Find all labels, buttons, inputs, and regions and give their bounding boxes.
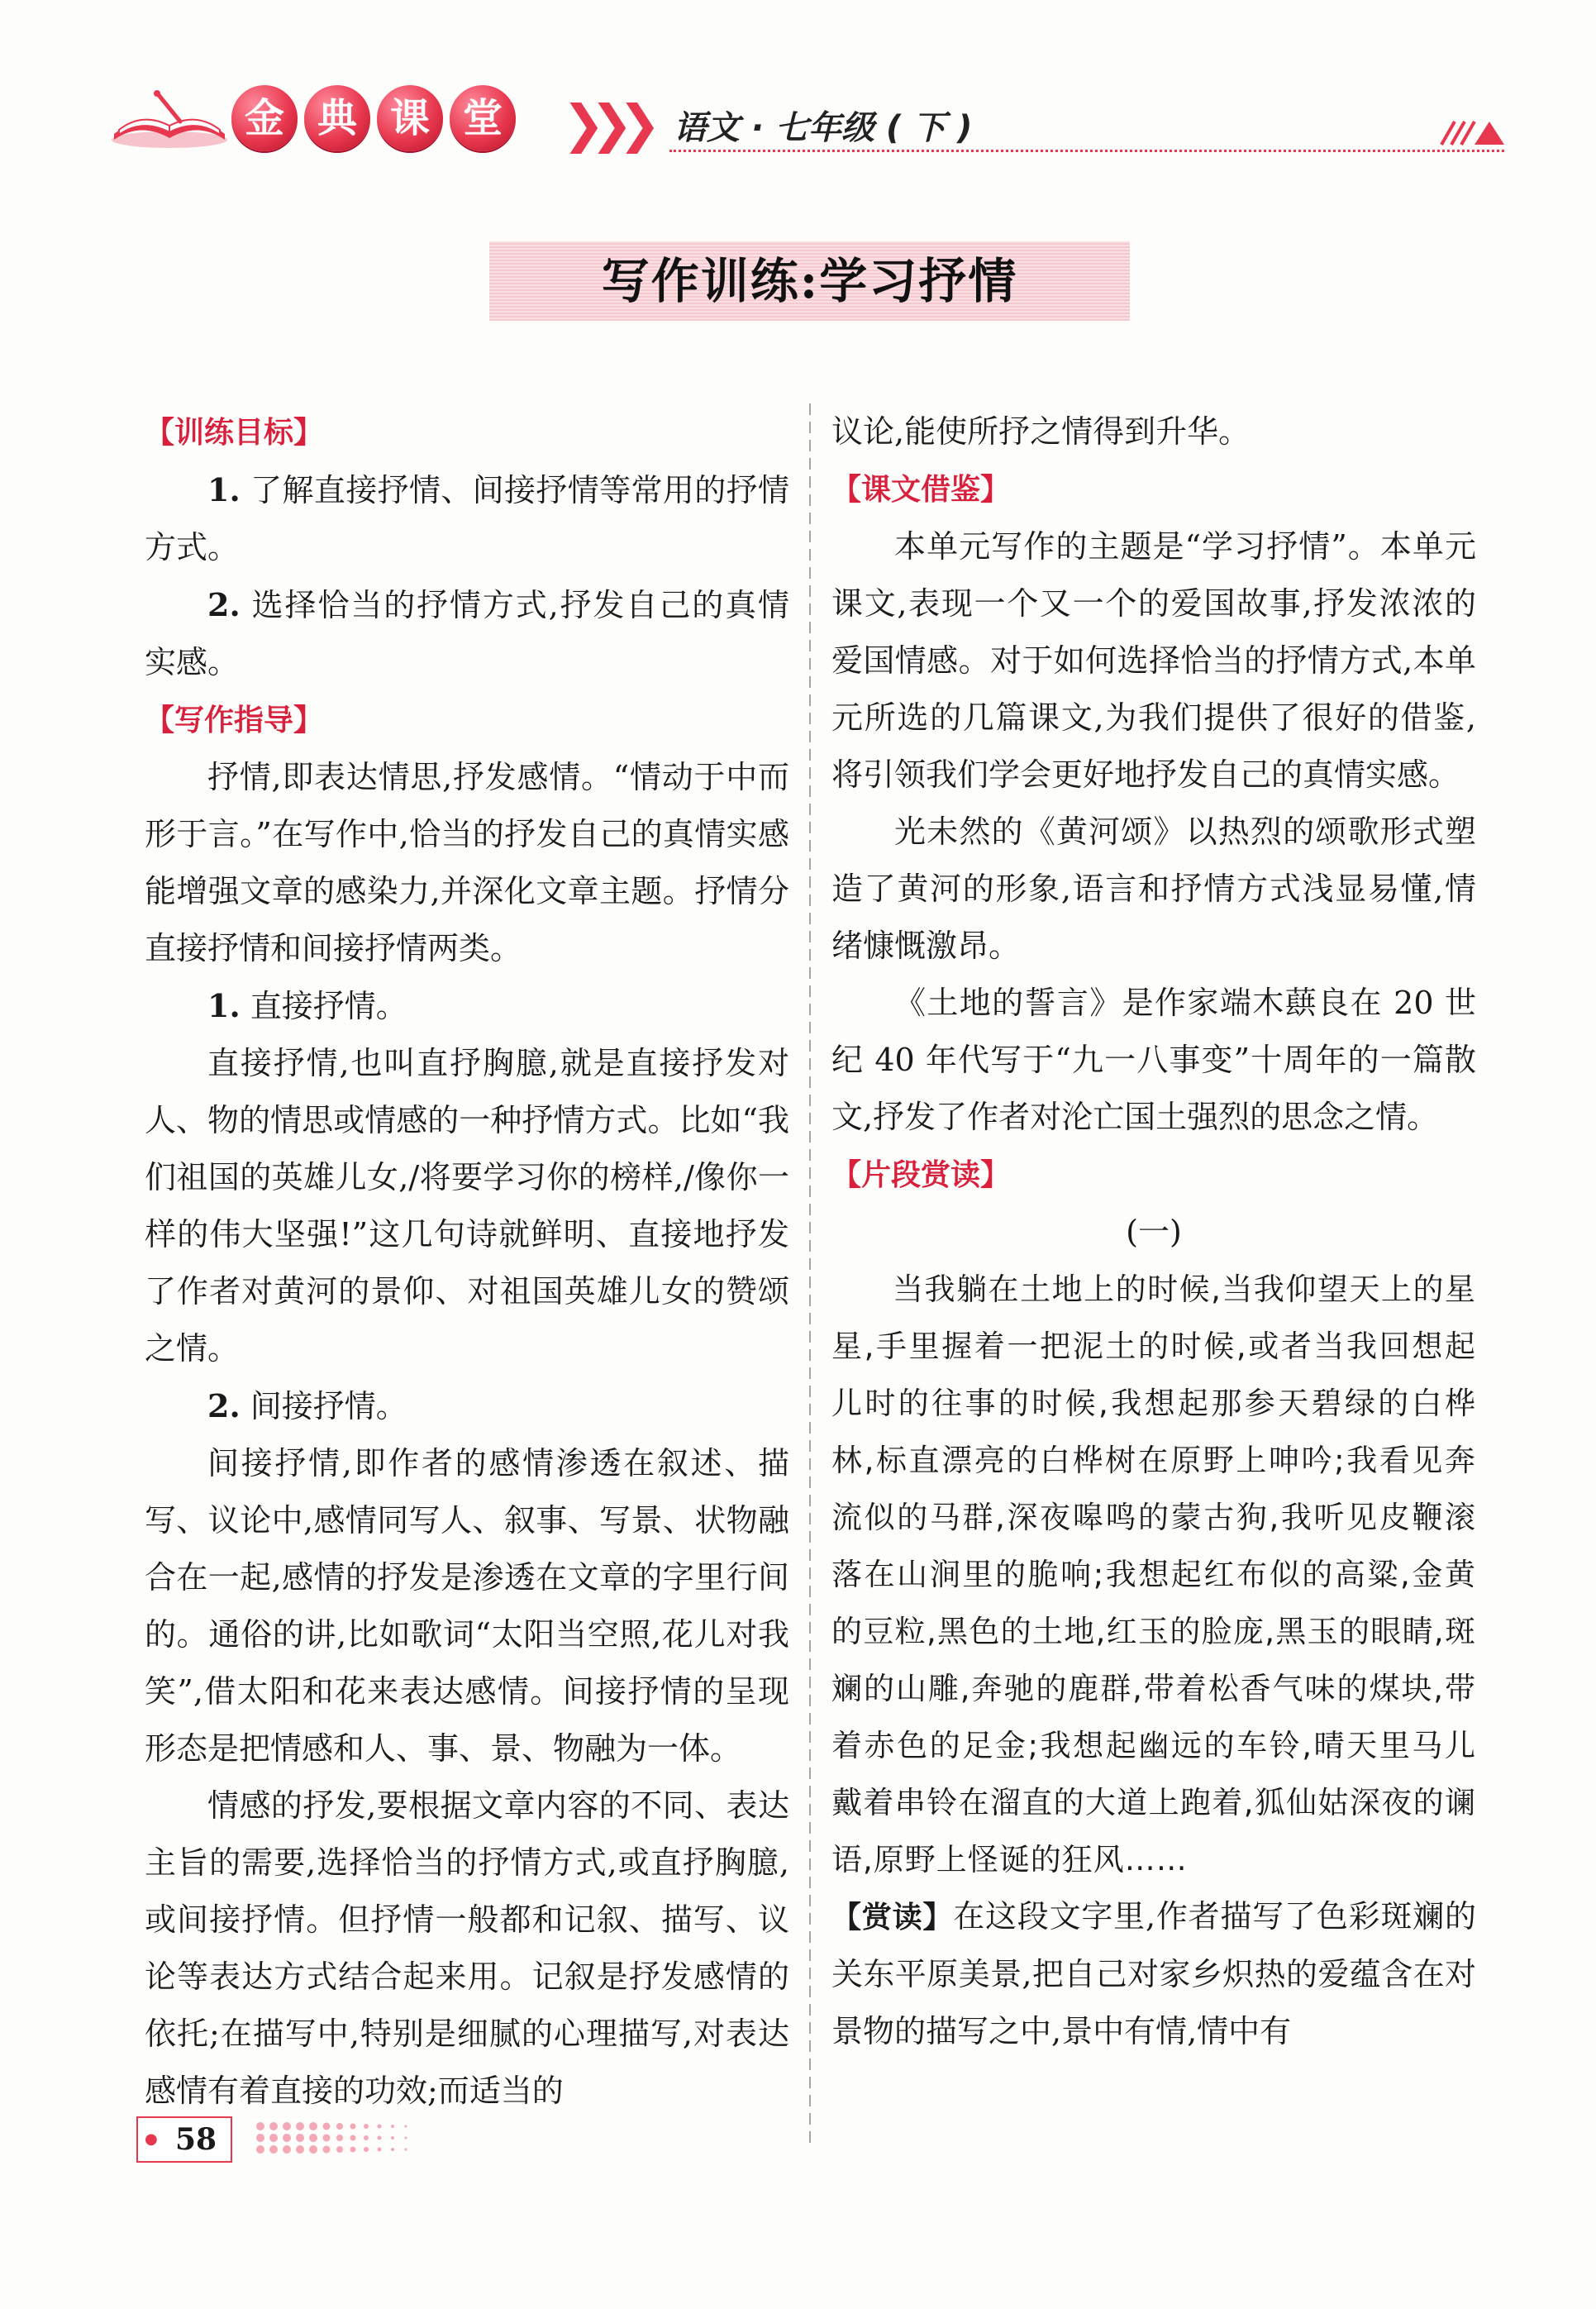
section-heading-excerpt: 【片段赏读】 [831, 1158, 1011, 1192]
goal-item: 2. 选择恰当的抒情方式,抒发自己的真情实感。 [145, 586, 789, 680]
open-book-icon [107, 88, 231, 155]
goal-item: 1. 了解直接抒情、间接抒情等常用的抒情方式。 [145, 471, 789, 565]
paragraph: 情感的抒发,要根据文章内容的不同、表达主旨的需要,选择恰当的抒情方式,或直抒胸臆,或间接抒情。但抒情一般都和记叙、描写、议论等表达方式结合起来用。记叙是抒发感情的依托;在描写中,特别是细腻的心理描写,对表达感情有着直接的功效;而适当的 [145, 1787, 789, 2109]
excerpt-text: 当我躺在土地上的时候,当我仰望天上的星星,手里握着一把泥土的时候,或者当我回想起儿时的往事的时候,我想起那参天碧绿的白桦林,标直漂亮的白桦树在原野上呻吟;我看见奔流似的马群,深夜嗥鸣的蒙古狗,我听见皮鞭滚落在山涧里的脆响;我想起红布似的高粱,金黄的豆粒,黑色的土地,红玉的脸庞,黑玉的眼睛,斑斓的山雕,奔驰的鹿群,带着松香气味的煤块,带着赤色的足金;我想起幽远的车铃,晴天里马儿戴着串铃在溜直的大道上跑着,狐仙姑深夜的谰语,原野上怪诞的狂风…… [831, 1271, 1476, 1877]
page-number: 58 [175, 2122, 217, 2157]
brand-logo [231, 85, 516, 151]
appreciation-paragraph: 【赏读】在这段文字里,作者描写了色彩斑斓的关东平原美景,把自己对家乡炽热的爱蕴含在对景物的描写之中,景中有情,情中有 [831, 1898, 1476, 2049]
brand-char: 课 [377, 85, 443, 151]
bullet-icon: ● [145, 2130, 158, 2148]
page-title: 写作训练:学习抒情 [601, 253, 1018, 309]
appreciation-label: 【赏读】 [831, 1901, 954, 1935]
paragraph: 直接抒情,也叫直抒胸臆,就是直接抒发对人、物的情思或情感的一种抒情方式。比如“我们祖国的英雄儿女,/将要学习你的榜样,/像你一样的伟大坚强!”这几句诗就鲜明、直接地抒发了作者对黄河的景仰、对祖国英雄儿女的赞颂之情。 [145, 1045, 789, 1367]
section-heading-guide: 【写作指导】 [145, 704, 324, 737]
paragraph: 《土地的誓言》是作家端木蕻良在 20 世纪 40 年代写于“九一八事变”十周年的一篇散文,抒发了作者对沦亡国土强烈的思念之情。 [831, 985, 1476, 1135]
subject-label: 语文 · 七年级 ( 下 ) [674, 109, 973, 147]
dot-pattern-deco [252, 2116, 550, 2159]
excerpt-number: (一) [1126, 1214, 1182, 1250]
paragraph: 议论,能使所抒之情得到升华。 [831, 413, 1251, 450]
brand-char: 堂 [450, 85, 516, 151]
section-heading-goals: 【训练目标】 [145, 416, 324, 450]
paragraph: 间接抒情,即作者的感情渗透在叙述、描写、议论中,感情同写人、叙事、写景、状物融合在一起,感情的抒发是渗透在文章的字里行间的。通俗的讲,比如歌词“太阳当空照,花儿对我笑”,借太阳和花来表达感情。间接抒情的呈现形态是把情感和人、事、景、物融为一体。 [145, 1445, 789, 1767]
brand-char: 典 [304, 85, 370, 151]
paragraph: 光未然的《黄河颂》以热烈的颂歌形式塑造了黄河的形象,语言和抒情方式浅显易懂,情绪慷慨激昂。 [831, 813, 1476, 964]
section-heading-reference: 【课文借鉴】 [831, 473, 1011, 507]
title-banner [489, 241, 1130, 321]
subheading: 1. 直接抒情。 [207, 987, 407, 1024]
header-divider [669, 150, 1504, 152]
column-divider [806, 403, 814, 2148]
left-column [145, 403, 789, 2120]
right-column [831, 403, 1476, 2060]
brand-char: 金 [231, 85, 298, 151]
page-number-box [136, 2116, 232, 2163]
triangle-deco-icon [1438, 113, 1504, 146]
chevrons-icon: ❯❯❯ [562, 93, 646, 154]
paragraph: 本单元写作的主题是“学习抒情”。本单元课文,表现一个又一个的爱国故事,抒发浓浓的爱国情感。对于如何选择恰当的抒情方式,本单元所选的几篇课文,为我们提供了很好的借鉴,将引领我们学会更好地抒发自己的真情实感。 [831, 528, 1476, 793]
paragraph: 抒情,即表达情思,抒发感情。“情动于中而形于言。”在写作中,恰当的抒发自己的真情实感能增强文章的感染力,并深化文章主题。抒情分直接抒情和间接抒情两类。 [145, 759, 789, 966]
page-header [99, 79, 1504, 169]
subheading: 2. 间接抒情。 [207, 1387, 407, 1424]
